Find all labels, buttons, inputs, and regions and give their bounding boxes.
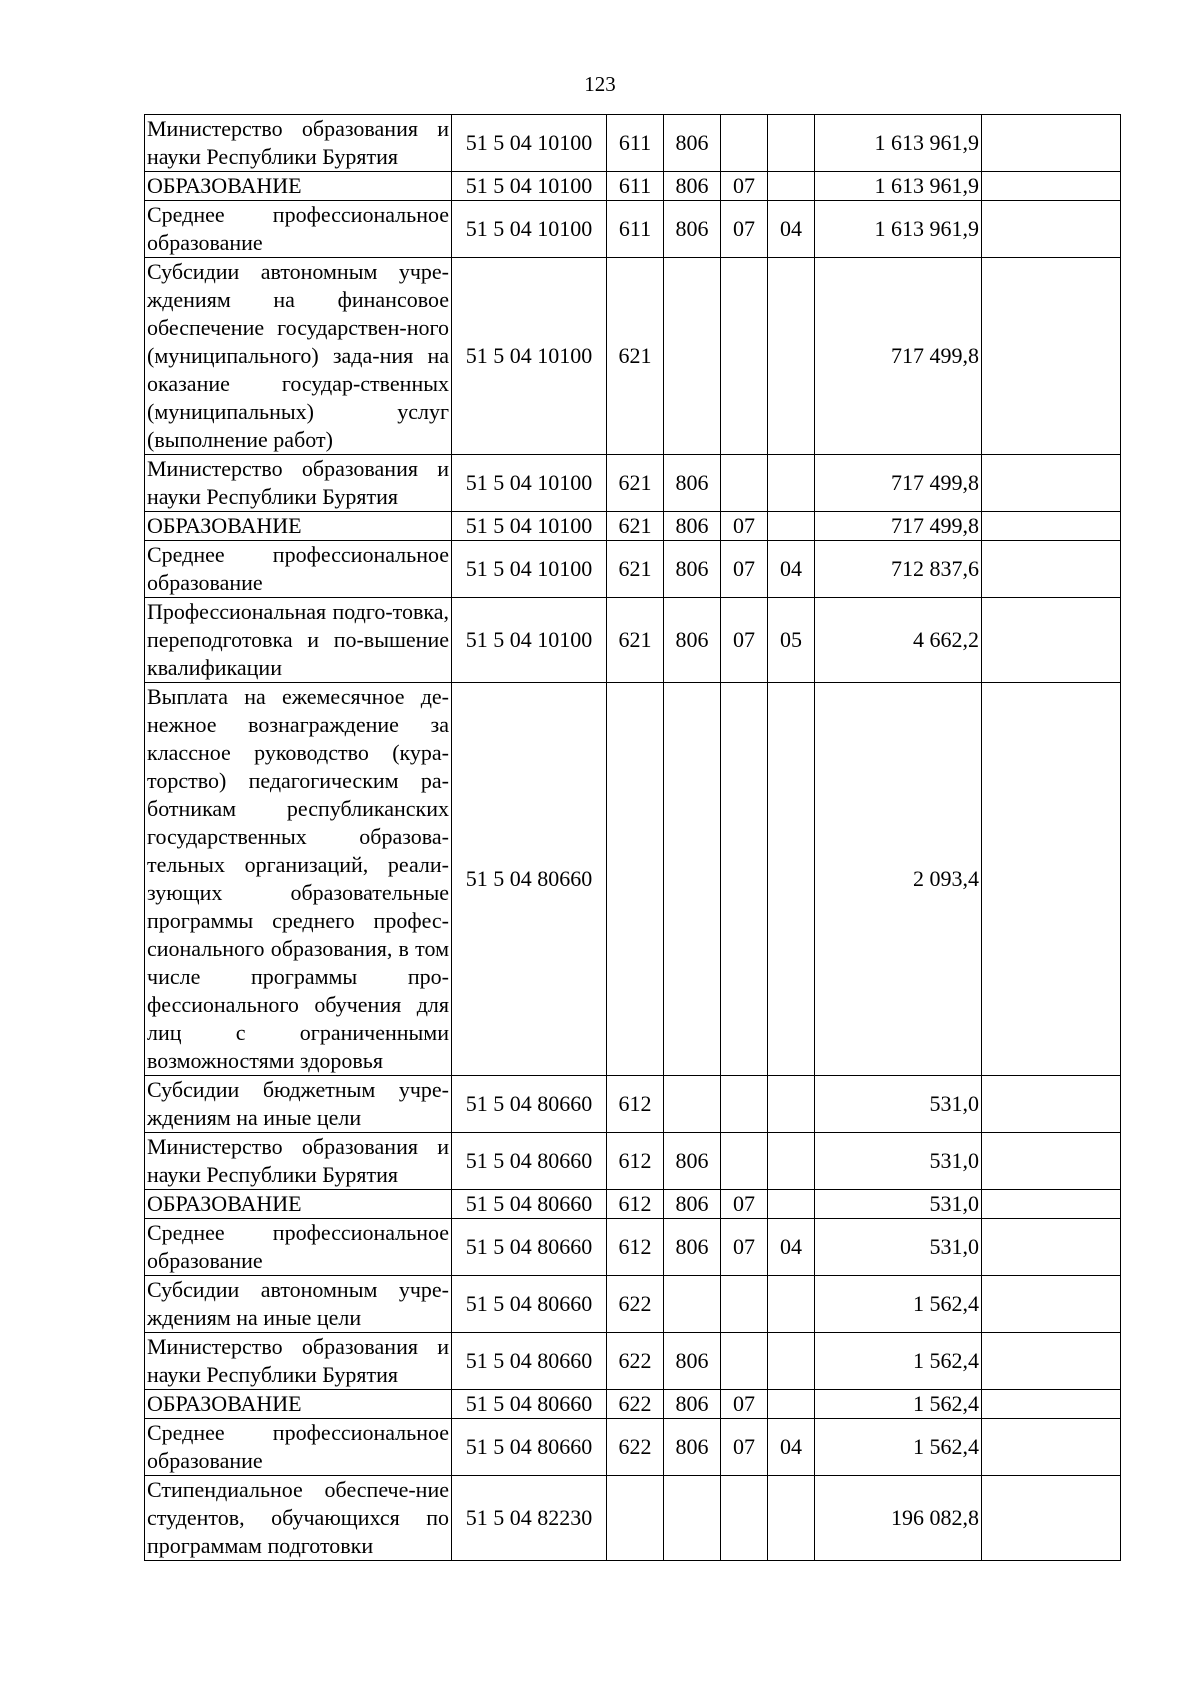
budget-table (144, 114, 1121, 1561)
expense-type-cell: 611 (607, 201, 664, 258)
expense-type-cell: 612 (607, 1190, 664, 1219)
empty-cell (982, 1133, 1121, 1190)
section-cell: 07 (721, 1390, 768, 1419)
expense-type-cell: 612 (607, 1076, 664, 1133)
target-code-cell: 51 5 04 82230 (452, 1476, 607, 1561)
ministry-code-cell: 806 (664, 1133, 721, 1190)
ministry-code-cell (664, 1476, 721, 1561)
table-row (145, 1476, 1121, 1561)
table-row (145, 1276, 1121, 1333)
empty-cell (982, 201, 1121, 258)
expense-type-cell: 621 (607, 598, 664, 683)
target-code-cell: 51 5 04 80660 (452, 1076, 607, 1133)
subsection-cell: 05 (768, 598, 815, 683)
table-row (145, 541, 1121, 598)
amount-cell: 717 499,8 (815, 258, 982, 455)
empty-cell (982, 541, 1121, 598)
subsection-cell (768, 1476, 815, 1561)
row-name-cell: Среднее профессиональное образование (145, 1219, 452, 1276)
amount-cell: 1 562,4 (815, 1333, 982, 1390)
amount-cell: 531,0 (815, 1076, 982, 1133)
amount-cell: 531,0 (815, 1219, 982, 1276)
target-code-cell: 51 5 04 10100 (452, 201, 607, 258)
subsection-cell (768, 172, 815, 201)
row-name-cell: ОБРАЗОВАНИЕ (145, 1390, 452, 1419)
table-row (145, 1076, 1121, 1133)
section-cell: 07 (721, 512, 768, 541)
row-name-cell: Министерство образования и науки Республики Бурятия (145, 1333, 452, 1390)
table-row (145, 258, 1121, 455)
expense-type-cell: 611 (607, 115, 664, 172)
subsection-cell (768, 455, 815, 512)
row-name-cell: ОБРАЗОВАНИЕ (145, 1190, 452, 1219)
ministry-code-cell: 806 (664, 512, 721, 541)
row-name-cell: ОБРАЗОВАНИЕ (145, 172, 452, 201)
table-row (145, 1219, 1121, 1276)
section-cell (721, 1133, 768, 1190)
section-cell (721, 115, 768, 172)
target-code-cell: 51 5 04 80660 (452, 1190, 607, 1219)
amount-cell: 196 082,8 (815, 1476, 982, 1561)
section-cell (721, 258, 768, 455)
table-row (145, 1333, 1121, 1390)
amount-cell: 531,0 (815, 1133, 982, 1190)
subsection-cell (768, 1190, 815, 1219)
ministry-code-cell: 806 (664, 598, 721, 683)
subsection-cell (768, 1276, 815, 1333)
amount-cell: 717 499,8 (815, 512, 982, 541)
empty-cell (982, 1419, 1121, 1476)
table-row (145, 1419, 1121, 1476)
table-row (145, 201, 1121, 258)
subsection-cell (768, 1333, 815, 1390)
ministry-code-cell: 806 (664, 115, 721, 172)
expense-type-cell: 622 (607, 1276, 664, 1333)
row-name-cell: Министерство образования и науки Республики Бурятия (145, 1133, 452, 1190)
empty-cell (982, 1390, 1121, 1419)
expense-type-cell: 621 (607, 455, 664, 512)
expense-type-cell: 622 (607, 1333, 664, 1390)
empty-cell (982, 1476, 1121, 1561)
amount-cell: 712 837,6 (815, 541, 982, 598)
subsection-cell (768, 683, 815, 1076)
row-name-cell: Среднее профессиональное образование (145, 541, 452, 598)
table-row (145, 455, 1121, 512)
table-row (145, 172, 1121, 201)
section-cell (721, 1076, 768, 1133)
target-code-cell: 51 5 04 80660 (452, 1276, 607, 1333)
ministry-code-cell: 806 (664, 1390, 721, 1419)
subsection-cell (768, 1390, 815, 1419)
amount-cell: 1 562,4 (815, 1390, 982, 1419)
expense-type-cell: 612 (607, 1219, 664, 1276)
table-row (145, 1390, 1121, 1419)
section-cell: 07 (721, 1219, 768, 1276)
target-code-cell: 51 5 04 10100 (452, 258, 607, 455)
empty-cell (982, 172, 1121, 201)
row-name-cell: Стипендиальное обеспече-ние студентов, обучающихся по программам подготовки (145, 1476, 452, 1561)
ministry-code-cell: 806 (664, 201, 721, 258)
empty-cell (982, 455, 1121, 512)
table-row (145, 1190, 1121, 1219)
budget-table-body (145, 115, 1121, 1561)
expense-type-cell: 611 (607, 172, 664, 201)
subsection-cell (768, 512, 815, 541)
target-code-cell: 51 5 04 80660 (452, 1133, 607, 1190)
ministry-code-cell: 806 (664, 1333, 721, 1390)
ministry-code-cell (664, 683, 721, 1076)
ministry-code-cell: 806 (664, 1219, 721, 1276)
expense-type-cell (607, 1476, 664, 1561)
subsection-cell: 04 (768, 1219, 815, 1276)
row-name-cell: Среднее профессиональное образование (145, 201, 452, 258)
section-cell: 07 (721, 201, 768, 258)
section-cell (721, 1476, 768, 1561)
ministry-code-cell: 806 (664, 1419, 721, 1476)
subsection-cell (768, 1076, 815, 1133)
page-number: 123 (584, 72, 616, 96)
target-code-cell: 51 5 04 10100 (452, 598, 607, 683)
ministry-code-cell (664, 1276, 721, 1333)
target-code-cell: 51 5 04 80660 (452, 1419, 607, 1476)
table-row (145, 1133, 1121, 1190)
empty-cell (982, 1276, 1121, 1333)
subsection-cell (768, 1133, 815, 1190)
amount-cell: 1 562,4 (815, 1419, 982, 1476)
section-cell: 07 (721, 1190, 768, 1219)
empty-cell (982, 598, 1121, 683)
row-name-cell: Министерство образования и науки Республики Бурятия (145, 455, 452, 512)
section-cell: 07 (721, 541, 768, 598)
amount-cell: 4 662,2 (815, 598, 982, 683)
section-cell (721, 683, 768, 1076)
row-name-cell: Субсидии автономным учре-ждениям на иные цели (145, 1276, 452, 1333)
ministry-code-cell (664, 258, 721, 455)
subsection-cell (768, 258, 815, 455)
target-code-cell: 51 5 04 10100 (452, 455, 607, 512)
table-row (145, 683, 1121, 1076)
empty-cell (982, 1333, 1121, 1390)
target-code-cell: 51 5 04 80660 (452, 683, 607, 1076)
amount-cell: 531,0 (815, 1190, 982, 1219)
expense-type-cell (607, 683, 664, 1076)
row-name-cell: Среднее профессиональное образование (145, 1419, 452, 1476)
amount-cell: 1 613 961,9 (815, 201, 982, 258)
expense-type-cell: 612 (607, 1133, 664, 1190)
table-row (145, 598, 1121, 683)
empty-cell (982, 115, 1121, 172)
amount-cell: 717 499,8 (815, 455, 982, 512)
row-name-cell: Субсидии автономным учре-ждениям на финансовое обеспечение государствен-ного (муниципального) зада-ния на оказание государ-ственных (муниципальных) услуг (выполнение работ) (145, 258, 452, 455)
expense-type-cell: 622 (607, 1390, 664, 1419)
amount-cell: 2 093,4 (815, 683, 982, 1076)
row-name-cell: Министерство образования и науки Республики Бурятия (145, 115, 452, 172)
target-code-cell: 51 5 04 10100 (452, 512, 607, 541)
expense-type-cell: 621 (607, 258, 664, 455)
ministry-code-cell (664, 1076, 721, 1133)
expense-type-cell: 621 (607, 541, 664, 598)
expense-type-cell: 622 (607, 1419, 664, 1476)
row-name-cell: Субсидии бюджетным учре-ждениям на иные цели (145, 1076, 452, 1133)
section-cell (721, 1333, 768, 1390)
section-cell: 07 (721, 598, 768, 683)
target-code-cell: 51 5 04 10100 (452, 541, 607, 598)
subsection-cell (768, 115, 815, 172)
row-name-cell: ОБРАЗОВАНИЕ (145, 512, 452, 541)
empty-cell (982, 1076, 1121, 1133)
section-cell: 07 (721, 172, 768, 201)
empty-cell (982, 1219, 1121, 1276)
ministry-code-cell: 806 (664, 172, 721, 201)
empty-cell (982, 1190, 1121, 1219)
subsection-cell: 04 (768, 541, 815, 598)
empty-cell (982, 258, 1121, 455)
amount-cell: 1 613 961,9 (815, 115, 982, 172)
row-name-cell: Профессиональная подго-товка, переподготовка и по-вышение квалификации (145, 598, 452, 683)
section-cell (721, 455, 768, 512)
empty-cell (982, 683, 1121, 1076)
empty-cell (982, 512, 1121, 541)
target-code-cell: 51 5 04 80660 (452, 1333, 607, 1390)
row-name-cell: Выплата на ежемесячное де-нежное вознаграждение за классное руководство (кура-торство) педагогическим ра-ботникам республиканских государственных образова-тельных организаций, реали-зующих образовательные программы среднего профес-сионального образования, в том числе программы про-фессионального обучения для лиц с ограниченными возможностями здоровья (145, 683, 452, 1076)
ministry-code-cell: 806 (664, 1190, 721, 1219)
target-code-cell: 51 5 04 80660 (452, 1390, 607, 1419)
table-row (145, 115, 1121, 172)
target-code-cell: 51 5 04 10100 (452, 115, 607, 172)
section-cell: 07 (721, 1419, 768, 1476)
target-code-cell: 51 5 04 80660 (452, 1219, 607, 1276)
subsection-cell: 04 (768, 201, 815, 258)
section-cell (721, 1276, 768, 1333)
target-code-cell: 51 5 04 10100 (452, 172, 607, 201)
expense-type-cell: 621 (607, 512, 664, 541)
amount-cell: 1 613 961,9 (815, 172, 982, 201)
ministry-code-cell: 806 (664, 455, 721, 512)
ministry-code-cell: 806 (664, 541, 721, 598)
subsection-cell: 04 (768, 1419, 815, 1476)
amount-cell: 1 562,4 (815, 1276, 982, 1333)
table-row (145, 512, 1121, 541)
